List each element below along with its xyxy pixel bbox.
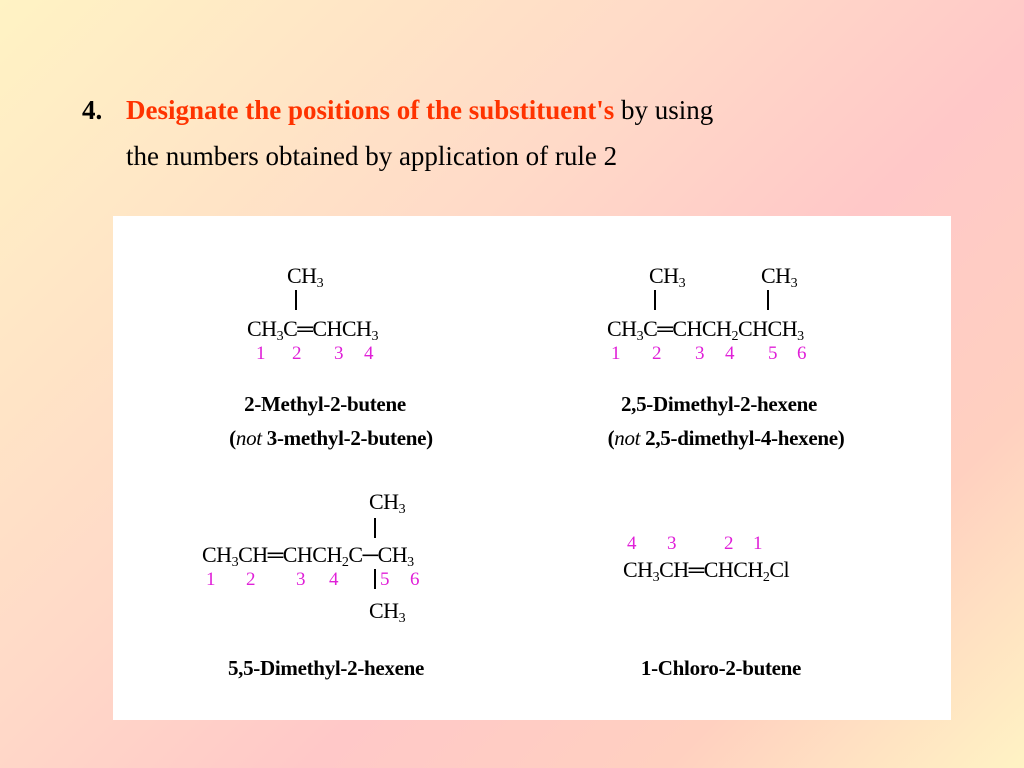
main-chain-formula: $CH_3C═CHCH_2CHCH_3$ [607, 316, 804, 344]
locant: 1 [206, 569, 216, 590]
compound-name: 2-Methyl-2-butene [244, 392, 406, 416]
compound-name: 2,5-Dimethyl-2-hexene [620, 392, 818, 416]
locant: 2 [652, 343, 662, 364]
methyl-group: $CH_3$ [649, 263, 686, 291]
heading-highlight: Designate the positions of the substituent's [126, 95, 615, 125]
single-bond [767, 290, 769, 310]
locant: 2 [724, 533, 734, 554]
methyl-group: $CH_3$ [369, 598, 406, 626]
heading-line-1 [126, 88, 713, 132]
locant: 4 [627, 533, 637, 554]
main-chain-formula: $CH_3CH═CHCH_2Cl$ [623, 557, 790, 585]
single-bond [654, 290, 656, 310]
heading-rest: by using [614, 95, 714, 125]
examples-panel [113, 216, 951, 720]
heading-line-2: the numbers obtained by application of rule 2 [126, 141, 618, 171]
methyl-group: $CH_3$ [761, 263, 798, 291]
single-bond [374, 569, 376, 589]
alternative-name: (not 3-methyl-2-butene) [229, 426, 433, 450]
locant: 5 [768, 343, 778, 364]
compound-name: 1-Chloro-2-butene [640, 656, 802, 680]
compound-name: 5,5-Dimethyl-2-hexene [227, 656, 425, 680]
locant: 1 [256, 343, 266, 364]
item-number: 4. [82, 95, 103, 125]
locant: 3 [296, 569, 306, 590]
main-chain-formula: $CH_3CH═CHCH_2C─CH_3$ [202, 542, 414, 570]
locant: 6 [797, 343, 807, 364]
single-bond [295, 290, 297, 310]
alternative-name: (not 2,5-dimethyl-4-hexene) [607, 426, 845, 450]
locant: 4 [364, 343, 374, 364]
methyl-group: $CH_3$ [369, 489, 406, 517]
locant: 4 [725, 343, 735, 364]
locant: 6 [410, 569, 420, 590]
locant: 2 [246, 569, 256, 590]
locant: 1 [611, 343, 621, 364]
locant: 3 [334, 343, 344, 364]
locant: 4 [329, 569, 339, 590]
locant: 5 [380, 569, 390, 590]
locant: 2 [292, 343, 302, 364]
locant: 3 [667, 533, 677, 554]
methyl-group: $CH_3$ [287, 263, 324, 291]
locant: 1 [753, 533, 763, 554]
main-chain-formula: $CH_3C═CHCH_3$ [247, 316, 378, 344]
locant: 3 [695, 343, 705, 364]
single-bond [374, 518, 376, 538]
